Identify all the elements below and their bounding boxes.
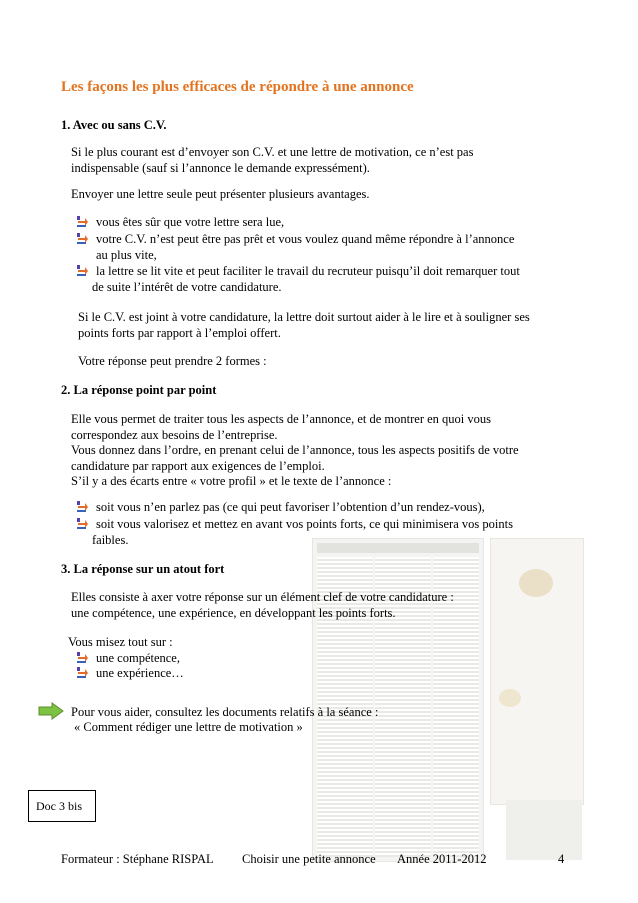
- section-2-line-2: correspondez aux besoins de l’entreprise.: [71, 428, 278, 442]
- pointer-bullet-icon: [76, 666, 89, 679]
- pointer-bullet-icon: [76, 651, 89, 664]
- section-2-line-4: candidature par rapport aux exigences de l’emploi.: [71, 459, 325, 473]
- section-2-line-3: Vous donnez dans l’ordre, en prenant celui de l’annonce, tous les aspects positifs de votre: [71, 443, 519, 457]
- page-title: Les façons les plus efficaces de répondre à une annonce: [61, 79, 414, 95]
- doc-label-box: [28, 790, 96, 822]
- pointer-bullet-icon: [76, 264, 89, 277]
- section-1-para3-line2: points forts par rapport à l’emploi offert.: [78, 326, 281, 340]
- section-1-bullet-3-cont: de suite l’intérêt de votre candidature.: [92, 280, 282, 294]
- section-3-line-1: Elles consiste à axer votre réponse sur un élément clef de votre candidature :: [71, 590, 454, 604]
- section-3-heading: 3. La réponse sur un atout fort: [61, 562, 225, 576]
- section-1-bullet-3: la lettre se lit vite et peut faciliter le travail du recruteur puisqu’il doit remarquer tout: [96, 264, 520, 278]
- help-line-2: « Comment rédiger une lettre de motivation »: [74, 720, 303, 734]
- doc-label: Doc 3 bis: [36, 799, 82, 813]
- green-arrow-icon: [38, 702, 64, 720]
- newspaper-background-left: [312, 538, 484, 862]
- pointer-bullet-icon: [76, 517, 89, 530]
- section-3-bullet-2: une expérience…: [96, 666, 184, 680]
- section-1-para4: Votre réponse peut prendre 2 formes :: [78, 354, 267, 368]
- newspaper-background-right: [490, 538, 584, 805]
- pointer-bullet-icon: [76, 232, 89, 245]
- section-2-bullet-2: soit vous valorisez et mettez en avant vos points forts, ce qui minimisera vos points: [96, 517, 513, 531]
- section-3-bullet-1: une compétence,: [96, 651, 180, 665]
- pointer-bullet-icon: [76, 215, 89, 228]
- footer-page-number: 4: [558, 852, 565, 866]
- section-1-bullet-1: vous êtes sûr que votre lettre sera lue,: [96, 215, 285, 229]
- section-1-para3-line1: Si le C.V. est joint à votre candidature, la lettre doit surtout aider à le lire et à souligner ses: [78, 310, 530, 324]
- section-2-line-1: Elle vous permet de traiter tous les aspects de l’annonce, et de montrer en quoi vous: [71, 412, 492, 426]
- section-1-para1-line1: Si le plus courant est d’envoyer son C.V. et une lettre de motivation, ce n’est pas: [71, 145, 474, 159]
- footer-trainer: Formateur : Stéphane RISPAL: [61, 852, 214, 866]
- section-1-heading: 1. Avec ou sans C.V.: [61, 118, 167, 132]
- section-1-para2: Envoyer une lettre seule peut présenter plusieurs avantages.: [71, 187, 370, 201]
- section-1-bullet-2: votre C.V. n’est peut être pas prêt et vous voulez quand même répondre à l’annonce: [96, 232, 515, 246]
- section-2-bullet-2-cont: faibles.: [92, 533, 129, 547]
- footer-year: Année 2011-2012: [397, 852, 487, 866]
- newspaper-strip: [506, 800, 582, 860]
- section-3-misez: Vous misez tout sur :: [68, 635, 173, 649]
- section-2-heading: 2. La réponse point par point: [61, 383, 217, 397]
- section-3-line-2: une compétence, une expérience, en développant les points forts.: [71, 606, 396, 620]
- section-2-line-5: S’il y a des écarts entre « votre profil » et le texte de l’annonce :: [71, 474, 392, 488]
- pointer-bullet-icon: [76, 500, 89, 513]
- section-1-para1-line2: indispensable (sauf si l’annonce le demande expressément).: [71, 161, 370, 175]
- help-line-1: Pour vous aider, consultez les documents relatifs à la séance :: [71, 705, 379, 719]
- section-2-bullet-1: soit vous n’en parlez pas (ce qui peut favoriser l’obtention d’un rendez-vous),: [96, 500, 485, 514]
- section-1-bullet-2-cont: au plus vite,: [96, 248, 157, 262]
- footer-subject: Choisir une petite annonce: [242, 852, 376, 866]
